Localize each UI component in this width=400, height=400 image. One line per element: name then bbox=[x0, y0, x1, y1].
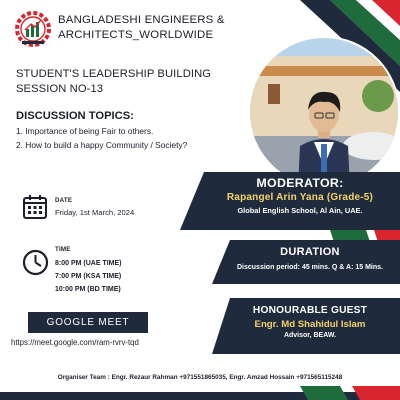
discussion-topics bbox=[16, 125, 187, 152]
guest-name: Engr. Md Shahidul Islam bbox=[254, 319, 366, 330]
time-slot-bd: 10:00 PM (BD TIME) bbox=[55, 286, 121, 293]
organisation-name-line2: ARCHITECTS_WORLDWIDE bbox=[58, 29, 214, 41]
moderator-name: Rapangel Arin Yana (Grade-5) bbox=[226, 192, 374, 203]
duration-heading: DURATION bbox=[280, 246, 340, 258]
topic-item: 2. How to build a happy Community / Society? bbox=[16, 139, 188, 150]
guest-title: Advisor, BEAW. bbox=[283, 332, 337, 339]
date-value: Friday, 1st March, 2024 bbox=[55, 208, 135, 217]
date-label: DATE bbox=[55, 197, 73, 204]
discussion-heading: DISCUSSION TOPICS: bbox=[16, 110, 134, 122]
guest-section bbox=[220, 305, 400, 339]
time-slot-uae: 8:00 PM (UAE TIME) bbox=[55, 260, 122, 267]
meeting-url-link[interactable]: https://meet.google.com/ram-rvrv-tqd bbox=[11, 338, 139, 347]
duration-details: Discussion period: 45 mins. Q & A: 15 Mins. bbox=[237, 264, 383, 271]
guest-heading: HONOURABLE GUEST bbox=[252, 305, 368, 316]
organisation-name-line1: BANGLADESHI ENGINEERS & bbox=[58, 14, 225, 26]
time-slots bbox=[55, 257, 122, 296]
event-title bbox=[16, 67, 211, 96]
time-slot-ksa: 7:00 PM (KSA TIME) bbox=[55, 273, 122, 280]
moderator-section bbox=[200, 176, 400, 215]
duration-section bbox=[220, 246, 400, 271]
calendar-icon bbox=[22, 194, 48, 220]
topic-item: 1. Importance of being Fair to others. bbox=[16, 126, 154, 136]
organisation-logo-icon bbox=[14, 10, 52, 48]
clock-icon bbox=[22, 249, 49, 276]
moderator-photo bbox=[248, 36, 400, 188]
time-label: TIME bbox=[55, 246, 71, 253]
moderator-heading: MODERATOR: bbox=[256, 176, 344, 190]
moderator-school: Global English School, Al Ain, UAE. bbox=[237, 206, 363, 215]
google-meet-badge: GOOGLE MEET bbox=[28, 312, 148, 333]
bottom-stripes bbox=[0, 386, 400, 400]
organiser-team: Organiser Team : Engr. Rezaur Rahman +971551865035, Engr. Amzad Hossain +971565115248 bbox=[57, 374, 343, 381]
organisation-name bbox=[58, 13, 225, 43]
event-title-line2: SESSION NO-13 bbox=[16, 82, 104, 95]
event-title-line1: STUDENT'S LEADERSHIP BUILDING bbox=[16, 68, 212, 80]
